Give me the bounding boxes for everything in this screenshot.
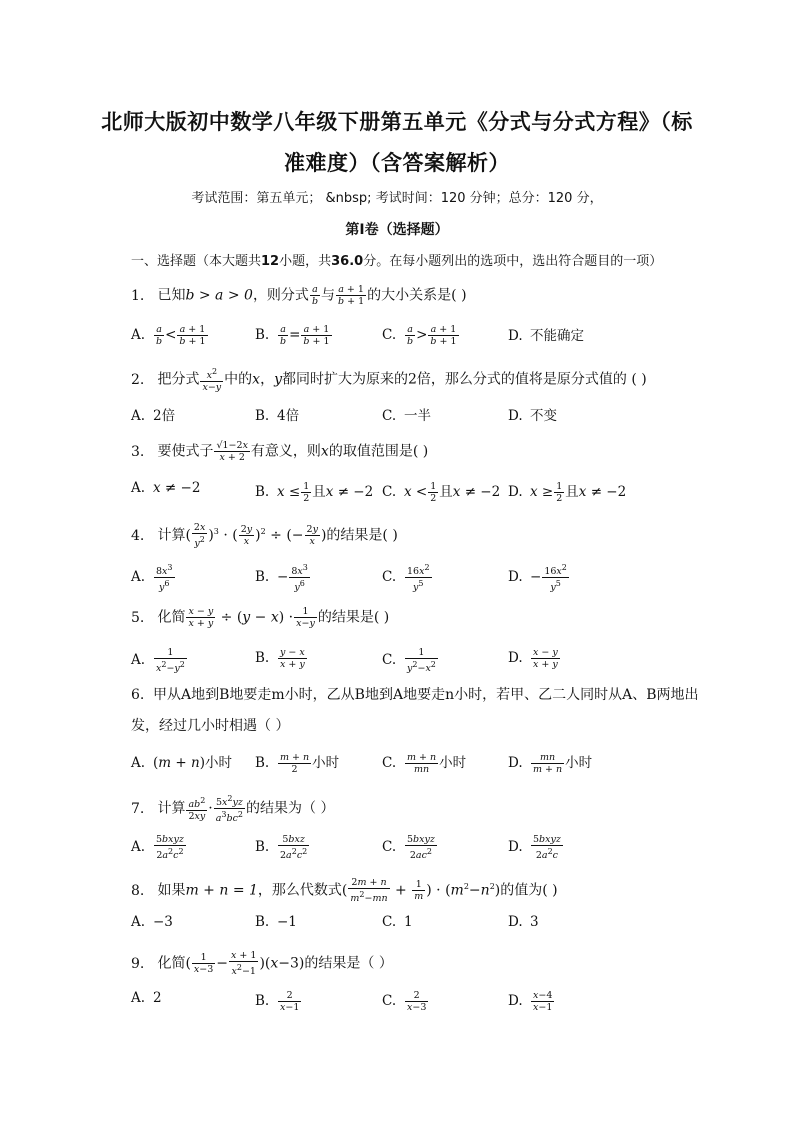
volume-heading: 第Ⅰ卷（选择题）: [345, 222, 449, 238]
option-c[interactable]: C. $\frac{2}{x-3}$: [382, 990, 427, 1013]
question-1-options: [131, 324, 701, 352]
option-d[interactable]: D. $\frac{x-4}{x-1}$: [508, 990, 553, 1013]
option-b[interactable]: B. $\frac{\text{5bxz}}{2a^2c^2}$: [255, 834, 308, 862]
page-title: 北师大版初中数学八年级下册第五单元《分式与分式方程》（标: [101, 110, 693, 134]
option-a[interactable]: A. 2: [131, 990, 162, 1006]
option-d[interactable]: D. x ≥ $\frac{1}{2}$ 且x ≠ −2: [508, 481, 627, 504]
option-a[interactable]: A. $\frac{8x^3}{y^6}$: [131, 563, 173, 594]
question-5-options: [131, 647, 701, 675]
option-b[interactable]: B. − $\frac{8x^3}{y^6}$: [255, 563, 308, 594]
question-4: 4. 计算( $\frac{2x}{y^2}$ )$^3$ · ( $\frac{2y}{x}$ )$^2$ ÷ (− $\frac{2y}{x}$ )的结果是( ): [131, 522, 398, 550]
option-b[interactable]: B. −1: [255, 914, 297, 930]
option-b[interactable]: B. $\frac{m + n}{2}$ 小时: [255, 752, 340, 775]
option-c[interactable]: C. $\frac{a}{b}$ > $\frac{a + 1}{b + 1}$: [382, 324, 457, 347]
question-6-options: [131, 751, 701, 779]
option-a[interactable]: A. x ≠ −2: [131, 480, 201, 496]
option-a[interactable]: A. 2倍: [131, 408, 176, 424]
question-9-options: [131, 990, 701, 1018]
option-b[interactable]: B. x ≤ $\frac{1}{2}$ 且x ≠ −2: [255, 481, 374, 504]
option-b[interactable]: B. $\frac{2}{x-1}$: [255, 990, 300, 1013]
option-b[interactable]: B. $\frac{a}{b}$ = $\frac{a + 1}{b + 1}$: [255, 324, 330, 347]
option-b[interactable]: B. $\frac{y - x}{x + y}$: [255, 647, 305, 670]
option-c[interactable]: C. $\frac{16x^2}{y^5}$: [382, 563, 430, 594]
question-3-options: [131, 480, 701, 508]
option-c[interactable]: C. $\frac{1}{y^2-x^2}$: [382, 647, 436, 675]
question-4-options: [131, 562, 701, 594]
option-d[interactable]: D. − $\frac{16x^2}{y^5}$: [508, 563, 567, 594]
option-c[interactable]: C. x < $\frac{1}{2}$ 且x ≠ −2: [382, 481, 501, 504]
question-6-continued: 发，经过几小时相遇（ ）: [131, 718, 290, 734]
exam-meta: 考试范围：第五单元； &nbsp; 考试时间：120 分钟；总分：120 分，: [191, 191, 603, 206]
option-d[interactable]: D. 不能确定: [508, 328, 584, 344]
option-c[interactable]: C. $\frac{\text{5bxyz}}{2ac^2}$: [382, 834, 435, 862]
question-7: 7. 计算 $\frac{ab^2}{2xy}$ · $\frac{5x^2yz}{a^3bc^2}$ 的结果为（ ）: [131, 794, 335, 825]
option-a[interactable]: A. $\frac{1}{x^2-y^2}$: [131, 647, 185, 675]
question-6: 6. 甲从A地到B地要走m小时，乙从B地到A地要走n小时，若甲、乙二人同时从A、B两地出: [131, 687, 699, 703]
option-a[interactable]: A. $\frac{\text{5bxyz}}{2a^2c^2}$: [131, 834, 184, 862]
question-8: 8. 如果m + n = 1，那么代数式( $\frac{2m + n}{m^2-mn}$ + $\frac{1}{m}$ ) · $(m^2-n^2)$的值为( ): [131, 877, 558, 905]
option-b[interactable]: B. 4倍: [255, 408, 300, 424]
option-a[interactable]: A. (m + n)小时: [131, 755, 232, 771]
question-7-options: [131, 834, 701, 862]
section-heading: 一、选择题（本大题共12小题，共36.0分。在每小题列出的选项中，选出符合题目的一项）: [131, 254, 663, 269]
option-c[interactable]: C. 一半: [382, 408, 431, 424]
option-c[interactable]: C. 1: [382, 914, 413, 930]
option-d[interactable]: D. 不变: [508, 408, 557, 424]
option-c[interactable]: C. $\frac{m + n}{mn}$ 小时: [382, 752, 467, 775]
option-a[interactable]: A. $\frac{a}{b}$ < $\frac{a + 1}{b + 1}$: [131, 324, 206, 347]
question-8-options: [131, 914, 701, 942]
question-5: 5. 化简 $\frac{x - y}{x + y}$ ÷ (y − x) · $\frac{1}{x-y}$ 的结果是( ): [131, 606, 390, 629]
question-2-options: [131, 404, 701, 432]
page-title-continued: 准难度）（含答案解析）: [284, 151, 510, 175]
option-a[interactable]: A. −3: [131, 914, 173, 930]
option-d[interactable]: D. $\frac{mn}{m + n}$ 小时: [508, 752, 593, 775]
option-d[interactable]: D. $\frac{\text{5bxyz}}{2a^2c}$: [508, 834, 561, 862]
question-1: 1. 已知b > a > 0，则分式 $\frac{a}{b}$ 与 $\frac{a + 1}{b + 1}$ 的大小关系是( ): [131, 284, 467, 307]
option-d[interactable]: D. $\frac{x - y}{x + y}$: [508, 647, 558, 670]
question-9: 9. 化简( $\frac{1}{x-3}$ − $\frac{x + 1}{x^2-1}$ )(x−3)的结果是（ ）: [131, 950, 393, 978]
option-d[interactable]: D. 3: [508, 914, 539, 930]
question-3: 3. 要使式子 $\frac{√1-2x}{x + 2}$ 有意义，则x的取值范围是( ): [131, 440, 429, 463]
question-2: 2. 把分式 $\frac{x^2}{x-y}$ 中的x，y都同时扩大为原来的2倍，那么分式的值将是原分式值的 ( ): [131, 367, 647, 394]
